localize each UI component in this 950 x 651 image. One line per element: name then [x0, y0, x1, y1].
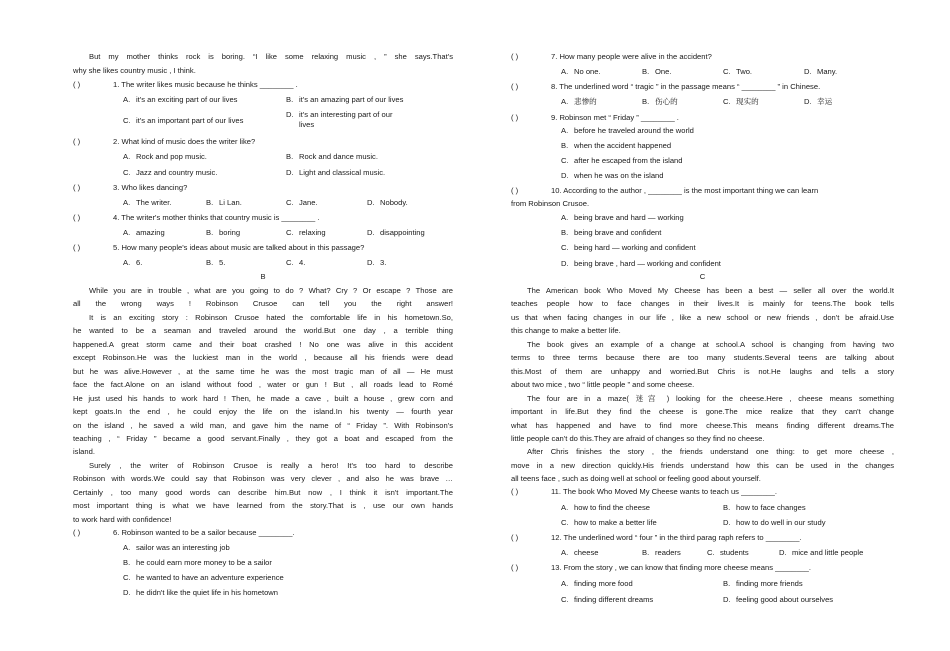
question-text: 3. Who likes dancing?: [113, 183, 188, 192]
option-b: B. One.: [642, 67, 672, 76]
question-text: 13. From the story , we can know that finding more cheese means ________.: [551, 563, 812, 572]
answer-blank[interactable]: ( ): [73, 243, 81, 252]
option-d: D. he didn't like the quiet life in his hometown: [123, 588, 279, 597]
passage-line: Certainly , too many good words can describe him.But now , I think it isn't important.The: [73, 488, 453, 497]
passage-line: While you are in trouble , what are you going to do ? What? Cry ? Or escape ? Those are: [89, 286, 453, 295]
option-d: D. when he was on the island: [561, 171, 664, 180]
option-b: B. how to face changes: [723, 503, 806, 512]
option-b: B. when the accident happened: [561, 141, 672, 150]
passage-line: about two mice , two “ little people ” and some cheese.: [511, 380, 695, 389]
passage-line: but he was alive.However , at the same time he was the most tragic man of all — He must: [73, 367, 453, 376]
passage-line: on the island , he saved a wild man, and gave him the name of “ Friday ”. With Robinson's: [73, 421, 453, 430]
question-5: [73, 243, 453, 253]
question-text: 1. The writer likes music because he thinks ________ .: [113, 80, 298, 89]
option-a: A. 悲惨的: [561, 97, 597, 106]
option-b: B. 5.: [206, 258, 226, 267]
passage-line: to work hard with confidence!: [73, 515, 172, 524]
passage-line: He just used his hands to work hard ! Then, he made a cave , built a house , grew corn and: [73, 394, 453, 403]
answer-blank[interactable]: ( ): [511, 113, 519, 122]
option-b: B. Li Lan.: [206, 198, 242, 207]
question-text: 11. The book Who Moved My Cheese wants to teach us ________.: [551, 487, 777, 496]
section-heading: C: [699, 272, 706, 281]
question-text: 8. The underlined word “ tragic ” in the passage means “ ________ ” in Chinese.: [551, 82, 821, 91]
option-c: C. how to make a better life: [561, 518, 657, 527]
option-c: C. 现实的: [723, 97, 759, 106]
question-text: 7. How many people were alive in the accident?: [551, 52, 712, 61]
option-c: C. after he escaped from the island: [561, 156, 683, 165]
question-7: [511, 52, 894, 62]
option-b: B. he could earn more money to be a sailor: [123, 558, 272, 567]
passage-line: he wanted to be a seaman and traveled around the world.But one day , a terrible thing: [73, 326, 453, 335]
question-9: [511, 113, 894, 123]
question-text: 10. According to the author , ________ is the most important thing we can learn: [551, 186, 819, 195]
section-heading: B: [260, 272, 266, 281]
passage-line: important in life.But they find the cheese is gone.The mice realize that they can't change: [511, 407, 894, 416]
option-a: A. 6.: [123, 258, 143, 267]
question-1: [73, 80, 453, 90]
option-c: C. he wanted to have an adventure experience: [123, 573, 284, 582]
option-c: C. students: [707, 548, 749, 557]
option-d: D. Many.: [804, 67, 838, 76]
option-a: A. Rock and pop music.: [123, 152, 207, 161]
option-a: A. amazing: [123, 228, 165, 237]
answer-blank[interactable]: ( ): [73, 137, 81, 146]
passage-line: The four are in a maze( 迷宫 ) looking for the cheese.Here , cheese means something: [527, 394, 894, 403]
question-text: 2. What kind of music does the writer like?: [113, 137, 256, 146]
passage-line: Surely , the writer of Robinson Crusoe is really a hero! It's too hard to describe: [89, 461, 453, 470]
option-b: B. 伤心的: [642, 97, 678, 106]
passage-line: move in a new direction quickly.His friends understand how this can be used in the changes: [511, 461, 894, 470]
answer-blank[interactable]: ( ): [511, 52, 519, 61]
answer-blank[interactable]: ( ): [511, 533, 519, 542]
option-d: D. feeling good about ourselves: [723, 595, 834, 604]
option-a: A. No one.: [561, 67, 601, 76]
option-d: D. it's an interesting part of our lives: [286, 110, 393, 129]
question-text: from Robinson Crusoe.: [511, 199, 590, 208]
option-a: A. sailor was an interesting job: [123, 543, 230, 552]
option-b: B. Rock and dance music.: [286, 152, 378, 161]
option-d: D. mice and little people: [779, 548, 864, 557]
passage-line: happened.A great storm came and their boat crashed ! No one was alive in this accident: [73, 340, 453, 349]
option-c: C. finding different dreams: [561, 595, 654, 604]
option-a: A. before he traveled around the world: [561, 126, 694, 135]
option-c: C. relaxing: [286, 228, 326, 237]
passage-line: The book gives an example of a change at school.A school is changing from having two: [527, 340, 894, 349]
passage-line: us that when facing changes in our life , like a new school or new friends , don't be afraid.Use: [511, 313, 894, 322]
option-a: A. it's an exciting part of our lives: [123, 95, 238, 104]
option-c: C. 4.: [286, 258, 306, 267]
question-3: [73, 183, 453, 193]
passage-line: this change to make a better life.: [511, 326, 621, 335]
question-11: [511, 487, 894, 497]
passage-line: why she likes country music , I think.: [73, 66, 196, 75]
passage-line: The American book Who Moved My Cheese has been a best — seller all over the world.It: [527, 286, 894, 295]
question-text: 5. How many people's ideas about music are talked about in this passage?: [113, 243, 365, 252]
option-d: D. 3.: [367, 258, 387, 267]
passage-line: most important thing is what we have learned from the story.That is , use our own hands: [73, 501, 453, 510]
question-4: [73, 213, 453, 223]
passage-line: terms to three terms because there are too many students.Several teens are talking about: [511, 353, 894, 362]
passage-line: all the wrong ways ! Robinson Crusoe can tell you the right answer!: [73, 299, 453, 308]
question-2: [73, 137, 453, 147]
option-a: A. The writer.: [123, 198, 172, 207]
option-a: A. cheese: [561, 548, 599, 557]
passage-line: teaches people how to face changes in their lives.It is mainly for teens.The book tells: [511, 299, 894, 308]
passage-line: kept goats.In the end , he could enjoy the life on the island.In his twenty — fourth year: [73, 407, 453, 416]
option-c: C. Jazz and country music.: [123, 168, 218, 177]
question-text: 9. Robinson met “ Friday ” ________ .: [551, 113, 679, 122]
answer-blank[interactable]: ( ): [73, 528, 81, 537]
option-c: C. Two.: [723, 67, 753, 76]
question-text: 4. The writer's mother thinks that country music is ________ .: [113, 213, 320, 222]
answer-blank[interactable]: ( ): [73, 183, 81, 192]
question-text: 6. Robinson wanted to be a sailor because ________.: [113, 528, 295, 537]
option-a: A. how to find the cheese: [561, 503, 650, 512]
option-b: B. it's an amazing part of our lives: [286, 95, 404, 104]
question-8: [511, 82, 894, 92]
passage-line: this.Most of them are unhappy and worried.But Chris is not.He laughs and tells a story: [511, 367, 894, 376]
option-c: C. Jane.: [286, 198, 318, 207]
passage-line: except Robinson.He was the luckiest man in the world , because all his friends were dead: [73, 353, 453, 362]
passage-line: It is an exciting story : Robinson Crusoe hated the comfortable life in his hometown.So,: [89, 313, 453, 322]
passage-line: Robinson with words.We could say that Robinson was very clever , and also he was brave …: [73, 474, 453, 483]
option-c: C. it's an important part of our lives: [123, 116, 244, 125]
option-a: A. being brave and hard — working: [561, 213, 684, 222]
answer-blank[interactable]: ( ): [73, 80, 81, 89]
question-13: [511, 563, 894, 573]
passage-line: face the fact.Alone on an island without food , water or gun ! But , all roads lead to Romé: [73, 380, 453, 389]
option-d: D. being brave , hard — working and confident: [561, 259, 721, 268]
option-d: D. 幸运: [804, 97, 833, 106]
answer-blank[interactable]: ( ): [511, 563, 519, 572]
passage-line: little people can't do this.They are afraid of changes so they find no cheese.: [511, 434, 765, 443]
passage-line: teaching , “ Friday ” became a good servant.Finally , they got a boat and escaped from the: [73, 434, 453, 443]
option-d: D. Light and classical music.: [286, 168, 386, 177]
question-text: 12. The underlined word “ four ” in the third parag raph refers to ________.: [551, 533, 802, 542]
option-c: C. being hard — working and confident: [561, 243, 696, 252]
passage-line: island.: [73, 447, 95, 456]
option-b: B. readers: [642, 548, 681, 557]
answer-blank[interactable]: ( ): [73, 213, 81, 222]
option-b: B. boring: [206, 228, 241, 237]
option-d: D. Nobody.: [367, 198, 408, 207]
option-d: D. how to do well in our study: [723, 518, 826, 527]
option-b: B. being brave and confident: [561, 228, 662, 237]
answer-blank[interactable]: ( ): [511, 186, 519, 195]
option-a: A. finding more food: [561, 579, 633, 588]
answer-blank[interactable]: ( ): [511, 82, 519, 91]
passage-line: what has happened and have to find more cheese.This means finding different dreams.The: [511, 421, 894, 430]
question-10: [511, 186, 894, 196]
answer-blank[interactable]: ( ): [511, 487, 519, 496]
passage-line: But my mother thinks rock is boring. “I like some relaxing music , ” she says.That's: [89, 52, 453, 61]
question-6: [73, 528, 453, 538]
question-12: [511, 533, 894, 543]
passage-line: After Chris finishes the story , the friends understand one thing: to get more cheese ,: [527, 447, 894, 456]
passage-line: all teens face , such as doing well at school or feeling good about yourself.: [511, 474, 761, 483]
option-b: B. finding more friends: [723, 579, 803, 588]
option-d: D. disappointing: [367, 228, 425, 237]
